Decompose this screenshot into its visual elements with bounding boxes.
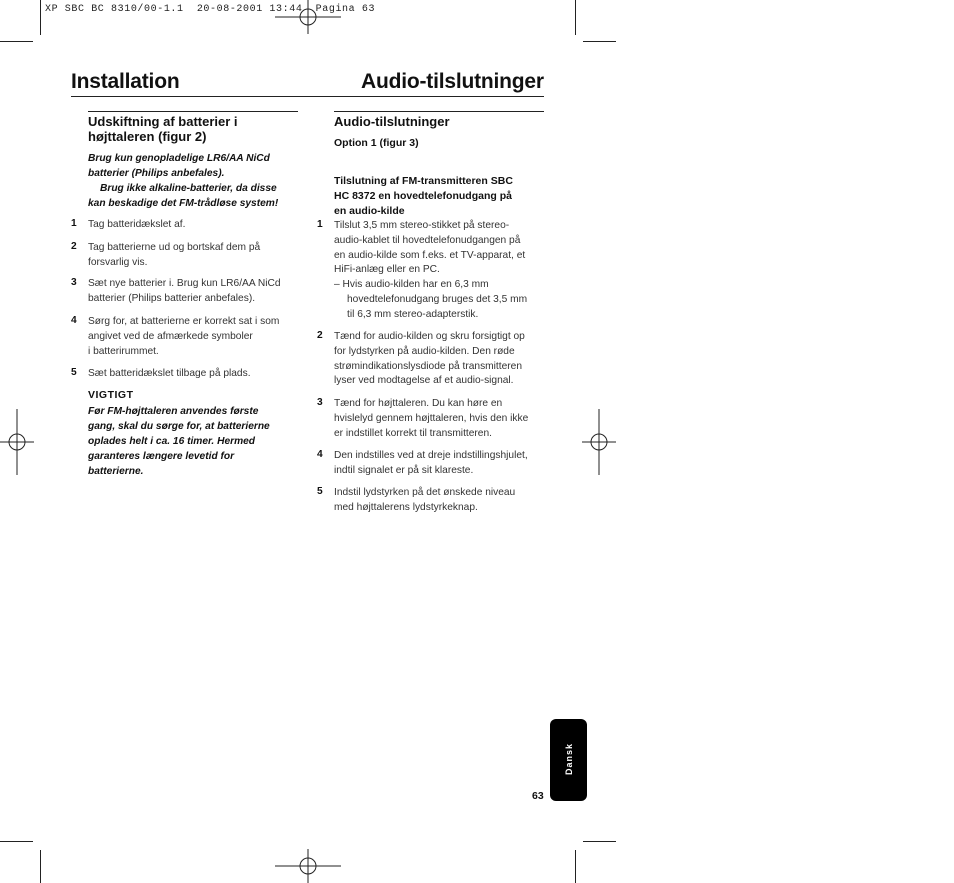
step-number: 1 bbox=[71, 218, 77, 229]
option-label: Option 1 (figur 3) bbox=[334, 137, 419, 149]
battery-warning: Brug kun genopladelige LR6/AA NiCd batterier (Philips anbefales). Brug ikke alkaline-batterier, da disse kan beskadige det FM-trådløse system! bbox=[88, 153, 279, 209]
page-number: 63 bbox=[532, 790, 544, 802]
left-page-title: Installation bbox=[71, 70, 180, 93]
list-item: Sørg for, at batterierne er korrekt sat i som angivet ved de afmærkede symboler i batterirummet. bbox=[88, 316, 280, 357]
list-item: Tænd for audio-kilden og skru forsigtigt op for lydstyrken på audio-kilden. Den røde strømindikationslysdiode på transmitteren lyser ved modtagelse af et audio-signal. bbox=[334, 331, 525, 387]
print-header: XP SBC BC 8310/00-1.1 20-08-2001 13:44 Pagina 63 bbox=[45, 4, 376, 15]
step-number: 1 bbox=[317, 219, 323, 230]
step-number: 3 bbox=[71, 277, 77, 288]
list-item: Tag batteridækslet af. bbox=[88, 219, 186, 230]
language-tab bbox=[550, 719, 587, 801]
step-number: 5 bbox=[71, 367, 77, 378]
list-item: Tilslut 3,5 mm stereo-stikket på stereo- audio-kablet til hovedtelefonudgangen på en audio-kilde som f.eks. et TV-apparat, et HiFi-anlæg eller en PC. – Hvis audio-kilden har en 6,3 mm hovedtelefonudgang bruges det 3,5 mm til 6,3 mm stereo-adapterstik. bbox=[334, 220, 528, 320]
title-rule bbox=[71, 96, 544, 97]
connection-subheading: Tilslutning af FM-transmitteren SBC HC 8372 en hovedtelefonudgang på en audio-kilde bbox=[334, 175, 513, 217]
step-number: 4 bbox=[71, 315, 77, 326]
language-tab-label: Dansk bbox=[563, 742, 574, 776]
right-page-title: Audio-tilslutninger bbox=[361, 70, 544, 93]
important-label: VIGTIGT bbox=[88, 389, 134, 401]
step-number: 3 bbox=[317, 397, 323, 408]
right-section-rule bbox=[334, 111, 544, 112]
step-number: 2 bbox=[317, 330, 323, 341]
left-heading: Udskiftning af batterier i højttaleren (figur 2) bbox=[88, 114, 238, 144]
list-item: Tag batterierne ud og bortskaf dem på forsvarlig vis. bbox=[88, 242, 261, 268]
list-item: Indstil lydstyrken på det ønskede niveau med højttalerens lydstyrkeknap. bbox=[334, 487, 516, 513]
step-number: 4 bbox=[317, 449, 323, 460]
list-item: Sæt nye batterier i. Brug kun LR6/AA NiCd batterier (Philips batterier anbefales). bbox=[88, 278, 281, 304]
list-item: Den indstilles ved at dreje indstillingshjulet, indtil signalet er på sit klareste. bbox=[334, 450, 528, 476]
important-note: Før FM-højttaleren anvendes første gang, skal du sørge for, at batterierne oplades helt i ca. 16 timer. Hermed garanteres længere levetid for batterierne. bbox=[88, 406, 270, 477]
step-number: 5 bbox=[317, 486, 323, 497]
left-section-rule bbox=[88, 111, 298, 112]
list-item: Tænd for højttaleren. Du kan høre en hvislelyd gennem højttaleren, hvis den ikke er indstillet korrekt til transmitteren. bbox=[334, 398, 529, 439]
step-number: 2 bbox=[71, 241, 77, 252]
right-heading: Audio-tilslutninger bbox=[334, 114, 450, 129]
list-item: Sæt batteridækslet tilbage på plads. bbox=[88, 368, 251, 379]
